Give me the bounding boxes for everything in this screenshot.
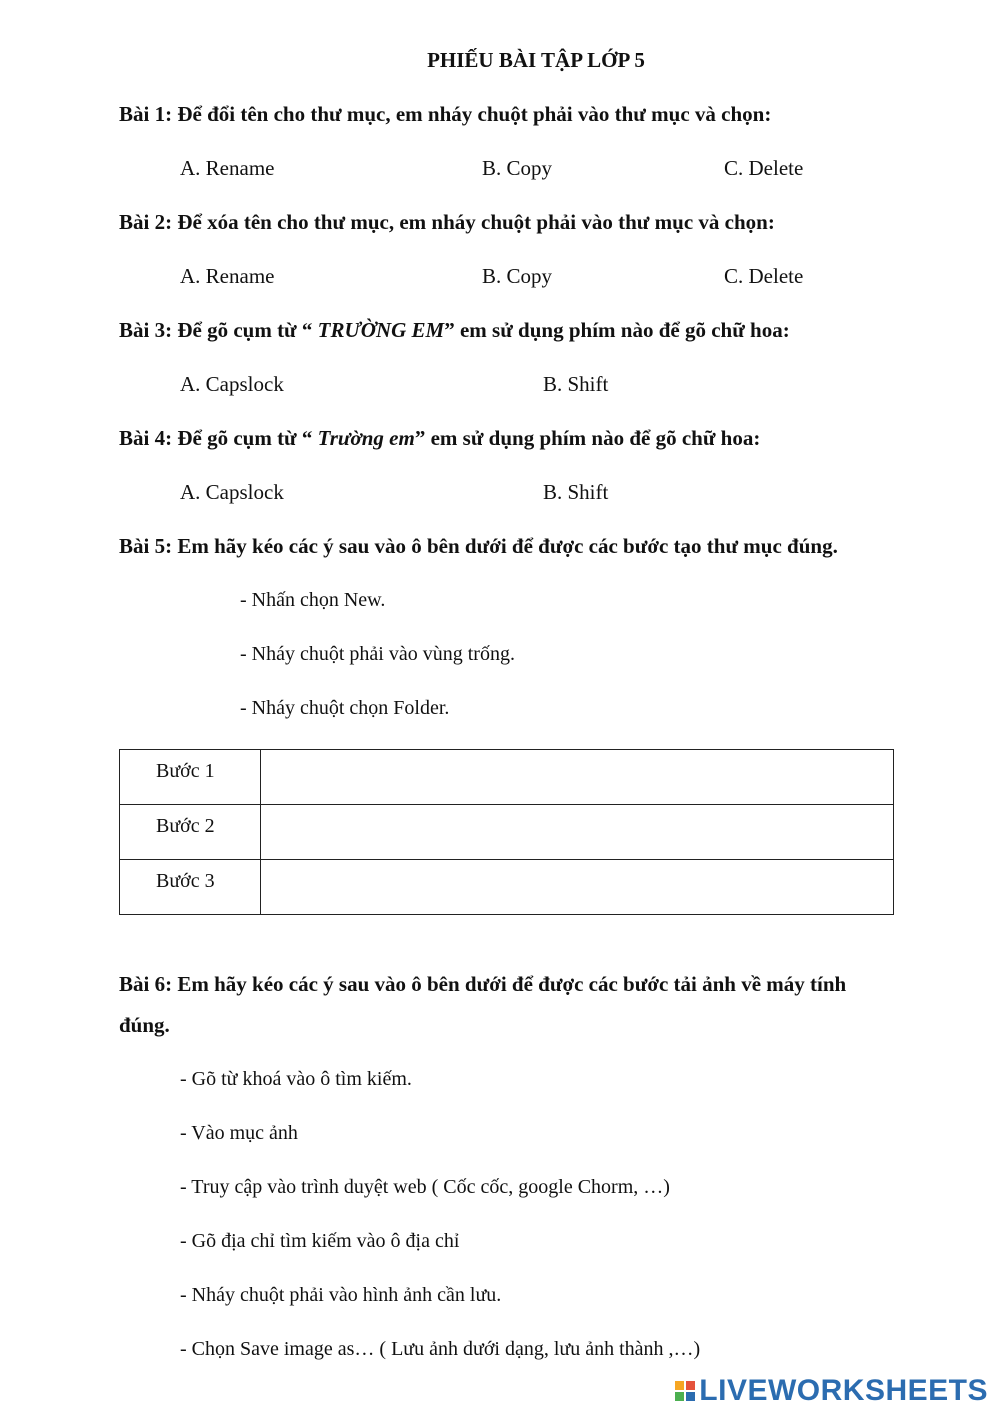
page-title: PHIẾU BÀI TẬP LỚP 5 <box>427 48 645 72</box>
question-6-cont: đúng. <box>119 1013 170 1037</box>
logo-square <box>675 1381 684 1390</box>
q6-drag-item[interactable]: - Truy cập vào trình duyệt web ( Cốc cốc, google Chorm, …) <box>180 1176 670 1198</box>
step-label: Bước 3 <box>120 860 261 915</box>
logo-square <box>686 1381 695 1390</box>
logo-text: LIVEWORKSHEETS <box>699 1374 988 1407</box>
q3-option-a[interactable]: A. Capslock <box>180 372 284 396</box>
q4-suffix: ” em sử dụng phím nào để gõ chữ hoa: <box>414 426 761 450</box>
table-row <box>120 805 894 860</box>
liveworksheets-logo-icon <box>675 1381 695 1401</box>
q3-suffix: ” em sử dụng phím nào để gõ chữ hoa: <box>444 318 790 342</box>
q1-option-c[interactable]: C. Delete <box>724 156 804 180</box>
liveworksheets-logo <box>675 1374 988 1408</box>
q6-drag-item[interactable]: - Chọn Save image as… ( Lưu ảnh dưới dạng, lưu ảnh thành ,…) <box>180 1338 701 1360</box>
q4-option-a[interactable]: A. Capslock <box>180 480 284 504</box>
step-drop-zone[interactable] <box>261 750 894 805</box>
q3-emphasis: TRƯỜNG EM <box>317 318 445 342</box>
q3-prefix: Bài 3: Để gõ cụm từ “ <box>119 318 318 342</box>
logo-square <box>686 1392 695 1401</box>
q6-drag-item[interactable]: - Nháy chuột phải vào hình ảnh cần lưu. <box>180 1284 502 1306</box>
question-5: Bài 5: Em hãy kéo các ý sau vào ô bên dưới để được các bước tạo thư mục đúng. <box>119 534 838 558</box>
step-drop-zone[interactable] <box>261 805 894 860</box>
logo-square <box>675 1392 684 1401</box>
q5-drag-item[interactable]: - Nháy chuột chọn Folder. <box>240 697 450 719</box>
q6-drag-item[interactable]: - Vào mục ảnh <box>180 1122 298 1144</box>
q2-option-b[interactable]: B. Copy <box>482 264 553 288</box>
question-1: Bài 1: Để đổi tên cho thư mục, em nháy chuột phải vào thư mục và chọn: <box>119 102 772 126</box>
q5-drag-item[interactable]: - Nhấn chọn New. <box>240 589 386 611</box>
q4-prefix: Bài 4: Để gõ cụm từ “ <box>119 426 318 450</box>
q1-option-b[interactable]: B. Copy <box>482 156 553 180</box>
table-row <box>120 750 894 805</box>
question-2: Bài 2: Để xóa tên cho thư mục, em nháy chuột phải vào thư mục và chọn: <box>119 210 775 234</box>
q2-option-a[interactable]: A. Rename <box>180 264 275 288</box>
question-4 <box>119 426 760 451</box>
q4-emphasis: Trường em <box>317 426 415 450</box>
q2-option-c[interactable]: C. Delete <box>724 264 804 288</box>
steps-table <box>119 749 894 915</box>
q3-option-b[interactable]: B. Shift <box>543 372 609 396</box>
step-label: Bước 1 <box>120 750 261 805</box>
question-3 <box>119 318 790 343</box>
q1-option-a[interactable]: A. Rename <box>180 156 275 180</box>
q5-drag-item[interactable]: - Nháy chuột phải vào vùng trống. <box>240 643 515 665</box>
step-label: Bước 2 <box>120 805 261 860</box>
step-drop-zone[interactable] <box>261 860 894 915</box>
table-row <box>120 860 894 915</box>
q6-drag-item[interactable]: - Gõ từ khoá vào ô tìm kiếm. <box>180 1068 412 1090</box>
q4-option-b[interactable]: B. Shift <box>543 480 609 504</box>
q6-drag-item[interactable]: - Gõ địa chỉ tìm kiếm vào ô địa chỉ <box>180 1230 460 1252</box>
question-6: Bài 6: Em hãy kéo các ý sau vào ô bên dưới để được các bước tải ảnh về máy tính <box>119 972 847 996</box>
